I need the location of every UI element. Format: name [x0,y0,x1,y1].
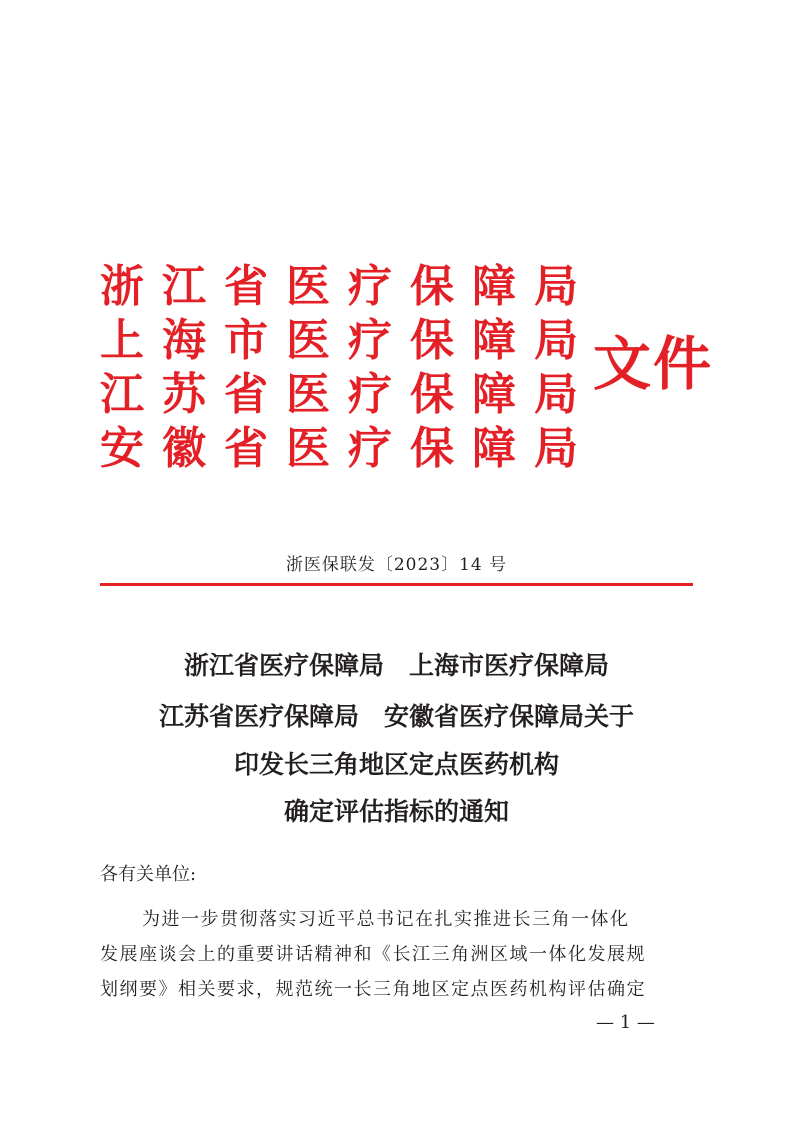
issuer-jiangsu: 江苏省医疗保障局 [100,369,596,420]
salutation: 各有关单位: [100,864,197,885]
issuer-zhejiang: 浙江省医疗保障局 [100,261,596,312]
red-divider-line [100,583,693,586]
title-line-1: 浙江省医疗保障局 上海市医疗保障局 [183,651,609,680]
issuer-header [100,261,714,492]
document-number: 浙医保联发〔2023〕14 号 [285,555,508,575]
title-line-4: 确定评估指标的通知 [283,797,509,826]
body-paragraph-line: 发展座谈会上的重要讲话精神和《长江三角洲区域一体化发展规 [100,944,646,965]
doc-type-label: 文件 [593,330,714,398]
issuer-shanghai: 上海市医疗保障局 [100,315,596,366]
title-line-2: 江苏省医疗保障局 安徽省医疗保障局关于 [158,702,634,731]
title-line-3: 印发长三角地区定点医药机构 [233,750,559,779]
page-number: — 1 — [596,1012,655,1033]
body-paragraph-line: 划纲要》相关要求，规范统一长三角地区定点医药机构评估确定 [100,979,646,1000]
issuer-anhui: 安徽省医疗保障局 [100,423,596,474]
body-paragraph-line: 为进一步贯彻落实习近平总书记在扎实推进长三角一体化 [142,909,630,930]
